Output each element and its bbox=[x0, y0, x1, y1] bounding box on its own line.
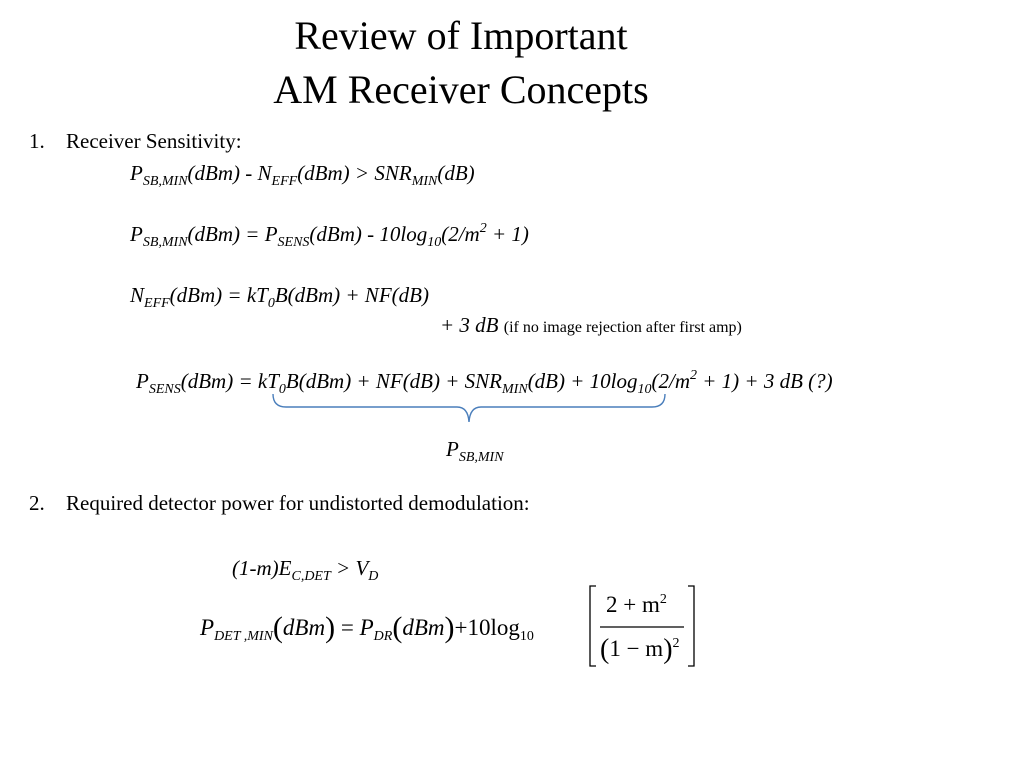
underbrace bbox=[268, 392, 670, 432]
image-rejection-note: (if no image rejection after first amp) bbox=[503, 319, 742, 336]
equation-pdet-min: $P_{DET ,MIN}(dBm) = P_{DR}(dBm)+10\log_{10}$ bbox=[200, 611, 534, 644]
fraction-numerator: $2 + m^2$ bbox=[606, 592, 667, 617]
equation-psb-min: $P_{SB,MIN}(dBm) = P_{SENS}(dBm) - 10\log_{10}(2/m^2 + 1)$ bbox=[130, 221, 529, 250]
fraction-denominator: $(1 - m)^2$ bbox=[600, 634, 680, 665]
brace-label-psb-min: $P_{SB,MIN}$ bbox=[446, 437, 504, 465]
equation-detector-condition: $(1-m)E_{C,DET} > V_D$ bbox=[232, 556, 379, 584]
slide-title-line1: Review of Important bbox=[294, 13, 628, 58]
item2-label: Required detector power for undistorted demodulation: bbox=[66, 491, 530, 515]
item1-number: 1. bbox=[29, 129, 45, 153]
equation-psens: $P_{SENS}(dBm) = kT_0B(dBm) + NF(dB) + SNR_{MIN}(dB) + 10\log_{10}(2/m^2 + 1) + 3$ dB (?) bbox=[136, 368, 833, 397]
equation-sensitivity-inequality: $P_{SB,MIN}(dBm) - N_{EFF}(dBm) > SNR_{MIN}(dB)$ bbox=[130, 161, 475, 189]
item1-label: Receiver Sensitivity: bbox=[66, 129, 242, 153]
item2-number: 2. bbox=[29, 491, 45, 515]
equation-neff: $N_{EFF}(dBm) = kT_0B(dBm) + NF(dB)$ bbox=[130, 283, 429, 311]
equation-neff-continuation: + 3 dB (if no image rejection after first amp) bbox=[440, 313, 742, 337]
slide-title-line2: AM Receiver Concepts bbox=[273, 67, 649, 112]
